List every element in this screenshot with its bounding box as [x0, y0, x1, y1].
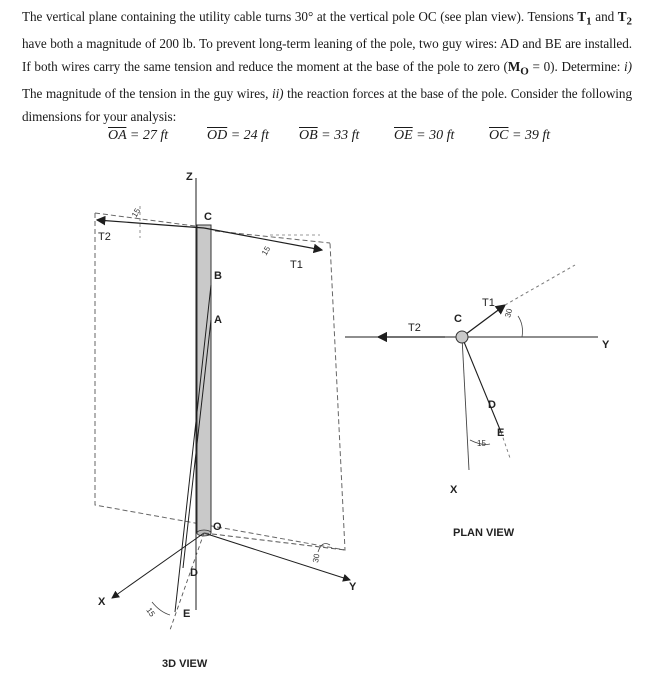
- label-t1-plan: T1: [482, 297, 495, 309]
- plan-view: [345, 265, 610, 539]
- label-z: Z: [186, 171, 193, 183]
- label-c-3d: C: [204, 211, 212, 223]
- angle-ground-3d: 15: [144, 605, 157, 619]
- dimension-oe: $\overline{OE} = 30$ ft: [394, 128, 455, 143]
- label-o-3d: O: [213, 521, 222, 533]
- three-d-view: [95, 171, 357, 670]
- t1-extension-plan: [505, 265, 575, 305]
- label-d-plan: D: [488, 399, 496, 411]
- angle-t1-3d: 15: [259, 244, 273, 257]
- tension-t2-subscript: 2: [626, 15, 632, 28]
- caption-3d-view: 3D VIEW: [162, 658, 208, 670]
- label-e-plan: E: [497, 427, 505, 439]
- figure: [0, 150, 645, 700]
- cable-t2: [97, 220, 204, 228]
- problem-sentence-5: the reaction forces at the base of the pole. Consider the following dimensions for your analysis:: [22, 86, 632, 124]
- tension-t1-symbol: T: [577, 9, 587, 24]
- label-d-3d: D: [190, 567, 198, 579]
- problem-sentence-3: = 0). Determine:: [528, 58, 625, 74]
- angle-t2-3d: 15: [129, 206, 143, 219]
- moment-subscript: O: [520, 65, 529, 78]
- x-axis-plan: [462, 337, 469, 470]
- t1-angle-arc-plan: [518, 316, 523, 337]
- label-y-3d: Y: [349, 581, 357, 593]
- pole-plan: [456, 331, 468, 343]
- label-b-3d: B: [214, 270, 222, 282]
- dimension-ob: $\overline{OB} = 33$ ft: [299, 128, 360, 143]
- moment-symbol: M: [507, 58, 521, 74]
- label-y-plan: Y: [602, 339, 610, 351]
- label-x-plan: X: [450, 484, 458, 496]
- problem-sentence-4: The magnitude of the tension in the guy wires,: [22, 86, 272, 102]
- tension-t1-subscript: 1: [586, 15, 592, 28]
- label-e-3d: E: [183, 608, 191, 620]
- tension-t2-symbol: T: [617, 9, 627, 24]
- label-t2-3d: T2: [98, 231, 111, 243]
- problem-sentence-2: have both a magnitude of 200 lb. To prevent long-term leaning of the pole, two guy wires: AD and BE are installed. If both wires carry the same tension and reduce the moment at the base of the pole to zero (: [22, 36, 632, 74]
- vertical-plane-outline: [95, 213, 345, 550]
- label-a-3d: A: [214, 314, 222, 326]
- angle-base-3d: 30: [311, 553, 322, 564]
- plane-ground-trace: [204, 533, 345, 550]
- part-i-label: i): [624, 58, 632, 74]
- dimensions-row: [0, 128, 645, 150]
- dimension-oa: $\overline{OA} = 27$ ft: [108, 128, 169, 143]
- and-connector: and: [591, 9, 618, 24]
- dimension-oc: $\overline{OC} = 39$ ft: [489, 128, 551, 143]
- label-t2-plan: T2: [408, 322, 421, 334]
- angle-de-plan: 15: [477, 439, 486, 448]
- angle-t1-plan: 30: [503, 307, 515, 319]
- problem-paragraph: [22, 6, 632, 128]
- dimension-od: $\overline{OD} = 24$ ft: [207, 128, 269, 143]
- x-axis-3d: [112, 533, 204, 598]
- y-axis-3d: [204, 533, 350, 580]
- problem-sentence-1: The vertical plane containing the utility cable turns 30° at the vertical pole OC (see plan view). Tensions: [22, 9, 574, 24]
- label-x-3d: X: [98, 596, 106, 608]
- part-ii-label: ii): [271, 86, 284, 102]
- label-t1-3d: T1: [290, 259, 303, 271]
- cable-t1-plan: [462, 305, 505, 337]
- caption-plan-view: PLAN VIEW: [453, 527, 515, 539]
- problem-statement: [22, 6, 632, 128]
- guy-ray-plan: [462, 337, 501, 432]
- label-c-plan: C: [454, 313, 462, 325]
